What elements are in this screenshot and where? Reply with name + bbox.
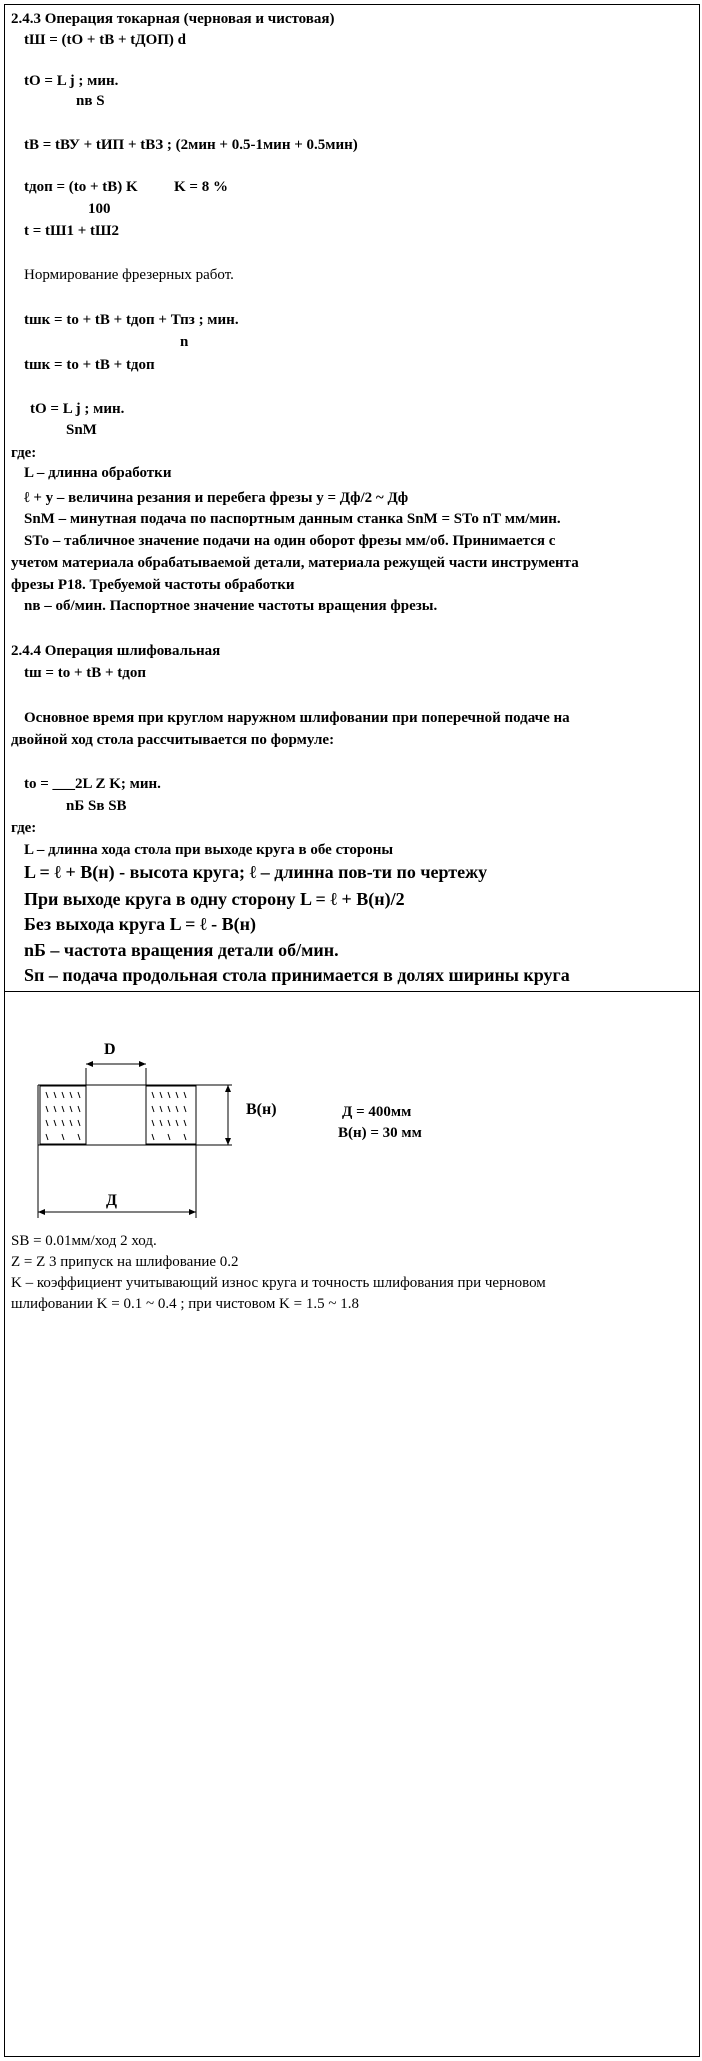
milling-formula-1: tшк = tо + tВ + tдоп + Тпз ; мин. xyxy=(24,312,239,328)
label-D: D xyxy=(104,1041,116,1058)
grinding-def-L-both: L = ℓ + B(н) - высота круга; ℓ – длинна пов-ти по чертежу xyxy=(24,862,488,882)
formula-k-value: K = 8 % xyxy=(174,179,228,195)
grinding-def-nb: nБ – частота вращения детали об/мин. xyxy=(24,940,339,960)
grinding-text-2: двойной ход стола рассчитывается по формуле: xyxy=(11,732,335,748)
note-k-coefficient-1: K – коэффициент учитывающий износ круга и точность шлифования при черновом xyxy=(11,1275,546,1291)
milling-def-rpm: nв – об/мин. Паспортное значение частоты вращения фрезы. xyxy=(24,598,438,614)
section-title-turning: 2.4.3 Операция токарная (черновая и чистовая) xyxy=(11,11,335,27)
grinding-def-sp: Sп – подача продольная стола принимается в долях ширины круга xyxy=(24,965,570,985)
milling-def-L: L – длинна обработки xyxy=(24,465,172,481)
formula-aux-time: tВ = tВУ + tИП + tВЗ ; (2мин + 0.5-1мин + 0.5мин) xyxy=(24,137,358,153)
note-allowance: Z = Z 3 припуск на шлифование 0.2 xyxy=(11,1254,239,1270)
formula-extra-time-numerator: tдоп = (tо + tВ) K xyxy=(24,179,138,195)
diagram-value-diameter: Д = 400мм xyxy=(342,1104,412,1120)
milling-where-label: где: xyxy=(11,445,37,461)
note-k-coefficient-2: шлифовании K = 0.1 ~ 0.4 ; при чистовом K = 1.5 ~ 1.8 xyxy=(11,1296,359,1312)
milling-def-feed: SnM – минутная подача по паспортным данным станка SnM = SТо nТ мм/мин. xyxy=(24,511,561,527)
formula-piece-time: tШ = (tО + tВ + tДОП) d xyxy=(24,32,187,48)
milling-main-time-denominator: SnM xyxy=(66,422,97,438)
grinding-formula-main: tо = ___2L Z K; мин. xyxy=(24,776,161,792)
grinding-text-1: Основное время при круглом наружном шлифовании при поперечной подаче на xyxy=(24,710,570,726)
grinding-formula-denominator: nБ Sв SВ xyxy=(66,798,127,814)
section-title-grinding: 2.4.4 Операция шлифовальная xyxy=(11,643,221,659)
milling-def-table-feed-1: SТо – табличное значение подачи на один оборот фрезы мм/об. Принимается с xyxy=(24,533,556,549)
label-Bn: B(н) xyxy=(246,1101,277,1118)
milling-title: Нормирование фрезерных работ. xyxy=(24,267,234,283)
milling-formula-2: tшк = tо + tВ + tдоп xyxy=(24,357,155,373)
milling-def-cutting: ℓ + у – величина резания и перебега фрезы у = Дф/2 ~ Дф xyxy=(24,490,409,506)
grinding-def-L: L – длинна хода стола при выходе круга в обе стороны xyxy=(24,842,394,858)
milling-def-table-feed-3: фрезы Р18. Требуемой частоты обработки xyxy=(11,577,295,593)
grinding-where-label: где: xyxy=(11,820,37,836)
grinding-def-L-none: Без выхода круга L = ℓ - B(н) xyxy=(24,914,256,934)
milling-def-table-feed-2: учетом материала обрабатываемой детали, материала режущей части инструмента xyxy=(11,555,579,571)
milling-main-time-numerator: tО = L j ; мин. xyxy=(30,401,125,417)
formula-extra-time-denominator: 100 xyxy=(88,201,111,217)
grinding-formula-piece: tш = tо + tВ + tдоп xyxy=(24,665,147,681)
formula-total-time: t = tШ1 + tШ2 xyxy=(24,223,120,239)
milling-formula-1-denominator: n xyxy=(180,334,189,350)
note-feed: SВ = 0.01мм/ход 2 ход. xyxy=(11,1233,157,1249)
formula-main-time-denominator: nв S xyxy=(76,93,105,109)
grinding-def-L-one: При выходе круга в одну сторону L = ℓ + B(н)/2 xyxy=(24,889,405,909)
label-Dbig: Д xyxy=(106,1192,118,1209)
formula-main-time-numerator: tО = L j ; мин. xyxy=(24,73,119,89)
diagram-value-width: B(н) = 30 мм xyxy=(338,1125,422,1141)
